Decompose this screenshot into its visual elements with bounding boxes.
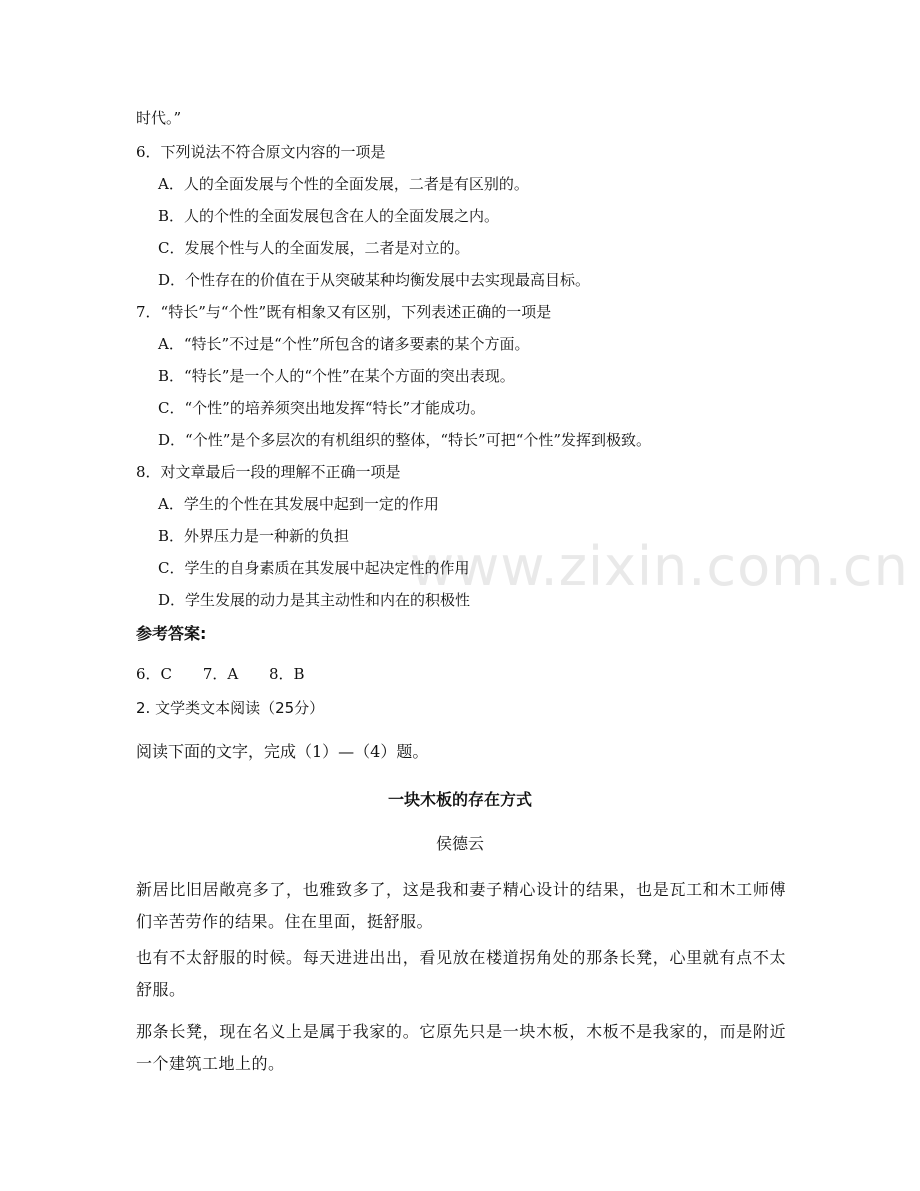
answer-7: 7．A	[202, 665, 239, 683]
question-7-option-b: B．“特长”是一个人的“个性”在某个方面的突出表现。	[158, 367, 515, 385]
intro-end-text: 时代。”	[136, 109, 182, 127]
question-6-option-b: B．人的个性的全面发展包含在人的全面发展之内。	[158, 207, 500, 225]
answer-heading: 参考答案:	[136, 624, 207, 643]
article-paragraph-3: 那条长凳，现在名义上是属于我家的。它原先只是一块木板，木板不是我家的，而是附近一个建筑工地上的。	[136, 1022, 786, 1073]
question-6-option-a: A．人的全面发展与个性的全面发展，二者是有区别的。	[158, 175, 529, 193]
question-6-stem: 6．下列说法不符合原文内容的一项是	[136, 143, 386, 161]
question-8-option-b: B．外界压力是一种新的负担	[158, 527, 350, 545]
watermark: www.zixin.com.cn	[410, 535, 909, 598]
answer-6: 6．C	[136, 665, 173, 683]
question-8-option-a: A．学生的个性在其发展中起到一定的作用	[158, 495, 439, 513]
question-8-stem: 8．对文章最后一段的理解不正确一项是	[136, 463, 401, 481]
reading-instruction: 阅读下面的文字，完成（1）—（4）题。	[136, 742, 429, 761]
answer-list	[136, 664, 331, 684]
article-author: 侯德云	[435, 834, 484, 853]
article-paragraph-2: 也有不太舒服的时候。每天进进出出，看见放在楼道拐角处的那条长凳，心里就有点不太舒服。	[136, 948, 786, 999]
article-title: 一块木板的存在方式	[387, 790, 532, 809]
question-7-option-c: C．“个性”的培养须突出地发挥“特长”才能成功。	[158, 399, 486, 417]
question-7-option-a: A．“特长”不过是“个性”所包含的诸多要素的某个方面。	[158, 335, 530, 353]
question-7-stem: 7．“特长”与“个性”既有相象又有区别，下列表述正确的一项是	[136, 303, 552, 321]
answer-8: 8．B	[268, 665, 305, 683]
question-6-option-c: C．发展个性与人的全面发展，二者是对立的。	[158, 239, 470, 257]
question-8-option-c: C．学生的自身素质在其发展中起决定性的作用	[158, 559, 470, 577]
section-2-title: 2. 文学类文本阅读（25分）	[136, 699, 325, 717]
article-paragraph-1: 新居比旧居敞亮多了，也雅致多了，这是我和妻子精心设计的结果，也是瓦工和木工师傅们辛苦劳作的结果。住在里面，挺舒服。	[136, 880, 786, 931]
question-6-option-d: D．个性存在的价值在于从突破某种均衡发展中去实现最高目标。	[158, 271, 591, 289]
question-8-option-d: D．学生发展的动力是其主动性和内在的积极性	[158, 591, 471, 609]
question-7-option-d: D．“个性”是个多层次的有机组织的整体，“特长”可把“个性”发挥到极致。	[158, 431, 652, 449]
